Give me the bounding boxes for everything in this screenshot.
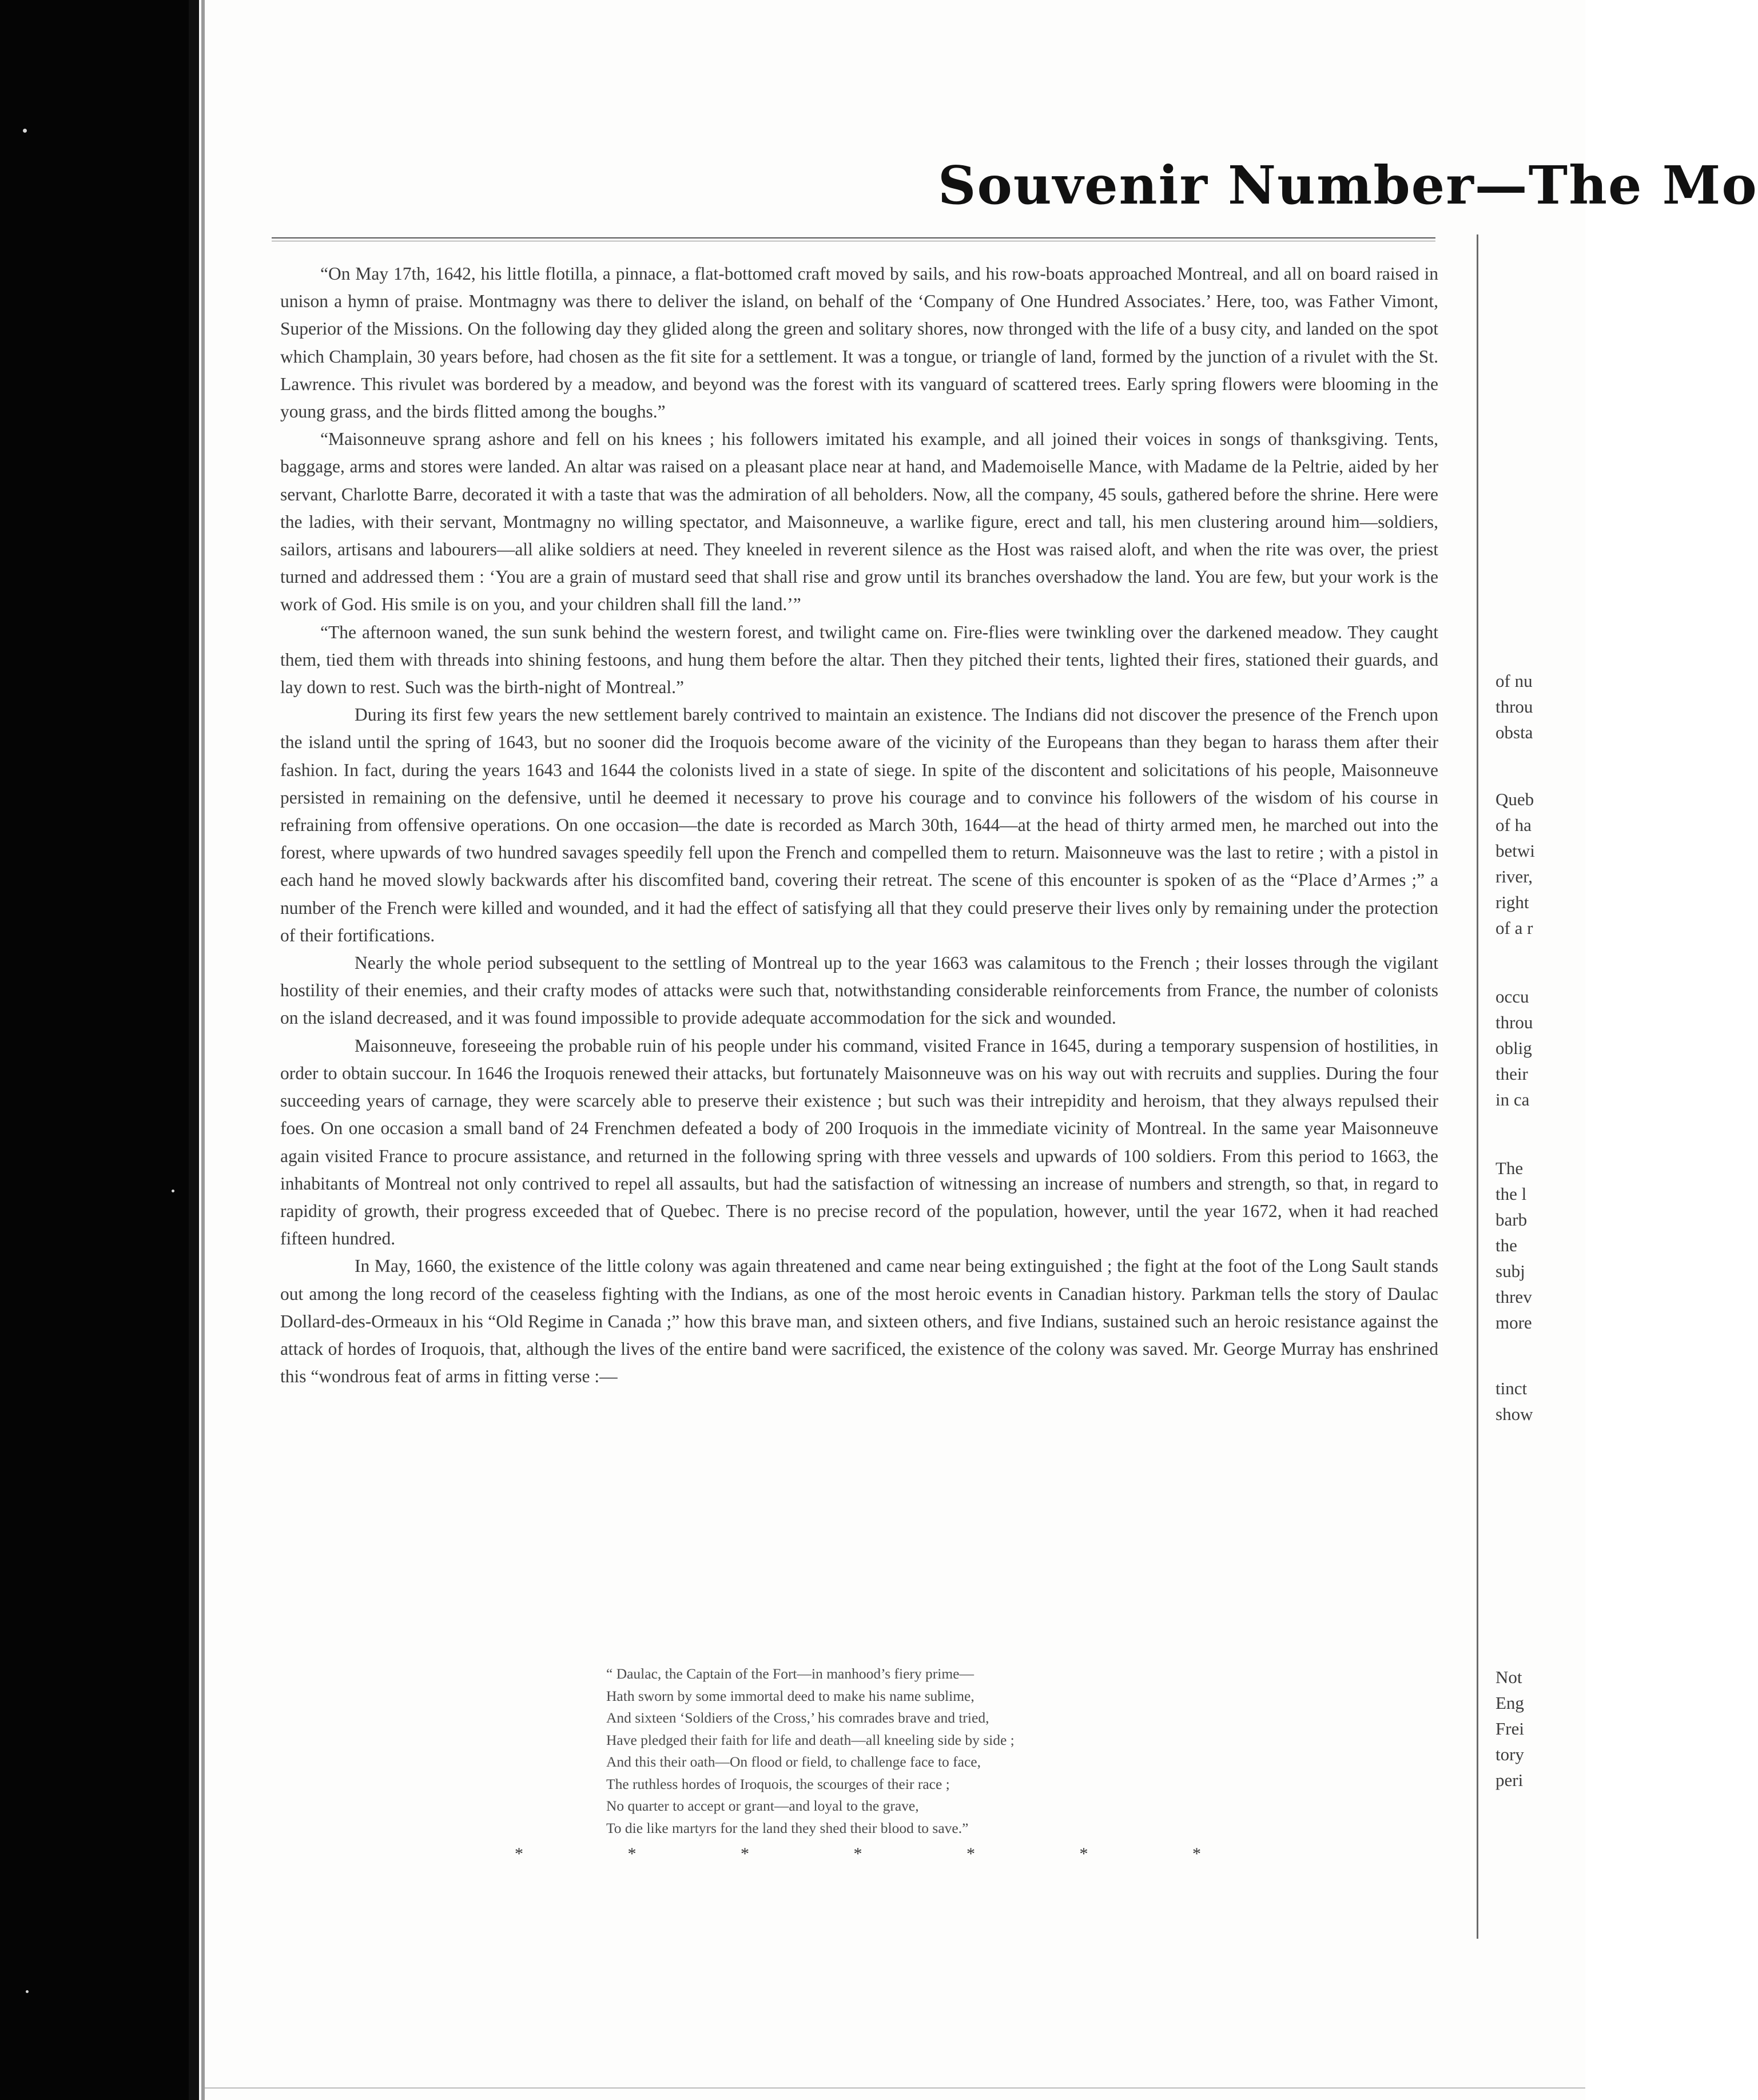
page-header: Souvenir Number—The Mo bbox=[938, 154, 1758, 216]
page-edge bbox=[189, 0, 199, 2100]
star-ornament: * bbox=[741, 1844, 749, 1863]
right-column-line: of a r bbox=[1496, 918, 1533, 938]
right-column-line: obsta bbox=[1496, 722, 1533, 742]
star-ornament: * bbox=[1079, 1844, 1088, 1863]
right-column-line: the bbox=[1496, 1235, 1517, 1255]
header-rule bbox=[272, 237, 1435, 241]
right-column-line: The bbox=[1496, 1158, 1524, 1178]
right-column-line: oblig bbox=[1496, 1038, 1532, 1058]
paragraph: Nearly the whole period subsequent to the settling of Montreal up to the year 1663 was calamitous to the French ; their losses through the vigilant hostility of their enemies, and their crafty modes of attacks were such that, notwithstanding considerable reinforcements from France, the number of colonists on the island decreased, and it was found impossible to provide adequate accommodation for the sick and wounded. bbox=[280, 953, 1438, 1028]
paragraph: “On May 17th, 1642, his little flotilla, a pinnace, a flat-bottomed craft moved by sails, and his row-boats approached Montreal, and all on board raised in unison a hymn of praise. Montmagny was there to deliver the island, on behalf of the ‘Company of One Hundred Associates.’ Here, too, was Father Vimont, Superior of the Missions. On the following day they glided along the green and solitary shores, now thronged with the life of a busy city, and landed on the spot which Champlain, 30 years before, had chosen as the fit site for a settlement. It was a tongue, or triangle of land, formed by the junction of a rivulet with the St. Lawrence. This rivulet was bordered by a meadow, and beyond was the forest with its vanguard of scattered trees. Early spring flowers were blooming in the young grass, and the birds flitted among the boughs.” bbox=[280, 264, 1438, 422]
poem-line: No quarter to accept or grant—and loyal to the grave, bbox=[606, 1797, 919, 1814]
poem-line: And sixteen ‘Soldiers of the Cross,’ his comrades brave and tried, bbox=[606, 1709, 989, 1726]
right-column-line: occu bbox=[1496, 987, 1529, 1007]
star-ornament: * bbox=[515, 1844, 523, 1863]
poem bbox=[606, 1663, 1292, 1839]
right-column-line: tinct bbox=[1496, 1378, 1528, 1398]
paragraph: During its first few years the new settlement barely contrived to maintain an existence. The Indians did not discover the presence of the French upon the island until the spring of 1643, but no sooner did the Iroquois become aware of the vicinity of the Europeans than they began to harass them after their fashion. In fact, during the years 1643 and 1644 the colonists lived in a state of siege. In spite of the discontent and solicitations of his people, Maisonneuve persisted in remaining on the defensive, until he deemed it necessary to prove his courage and to convince his followers of the wisdom of his course in refraining from offensive operations. On one occasion—the date is recorded as March 30th, 1644—at the head of thirty armed men, he marched out into the forest, where upwards of two hundred savages speedily fell upon the French and compelled them to return. Maisonneuve was the last to retire ; with a pistol in each hand he moved slowly backwards after his discomfited band, covering their retreat. The scene of this encounter is spoken of as the “Place d’Armes ;” a number of the French were killed and wounded, and it had the effect of satisfying all that they could preserve their lives only by remaining under the protection of their fortifications. bbox=[280, 705, 1438, 945]
right-column-line: of nu bbox=[1496, 671, 1533, 691]
right-column-line: show bbox=[1496, 1404, 1533, 1424]
star-ornament: * bbox=[627, 1844, 637, 1863]
section-break-stars bbox=[515, 1844, 1201, 1867]
right-column-line: subj bbox=[1496, 1261, 1525, 1281]
bottom-edge bbox=[205, 2087, 1585, 2089]
right-column-line: tory bbox=[1496, 1744, 1524, 1764]
right-column-line: threv bbox=[1496, 1287, 1532, 1307]
poem-line: “ Daulac, the Captain of the Fort—in manhood’s fiery prime— bbox=[606, 1665, 975, 1682]
star-ornament: * bbox=[966, 1844, 975, 1863]
right-column-line: the l bbox=[1496, 1184, 1527, 1204]
column-divider bbox=[1477, 234, 1478, 1939]
main-column bbox=[280, 260, 1438, 1390]
paragraph: “The afternoon waned, the sun sunk behind the western forest, and twilight came on. Fire-flies were twinkling over the darkened meadow. They caught them, tied them with threads into shining festoons, and hung them before the altar. Then they pitched their tents, lighted their fires, stationed their guards, and lay down to rest. Such was the birth-night of Montreal.” bbox=[280, 622, 1438, 698]
right-column-line: Eng bbox=[1496, 1693, 1524, 1713]
right-column-line: peri bbox=[1496, 1770, 1524, 1790]
right-column-line: throu bbox=[1496, 697, 1533, 717]
right-column-line: throu bbox=[1496, 1012, 1533, 1032]
poem-line: Have pledged their faith for life and death—all kneeling side by side ; bbox=[606, 1731, 1015, 1748]
right-column-line: Queb bbox=[1496, 789, 1534, 809]
right-column-fragments bbox=[1496, 0, 1585, 2100]
right-column-line: betwi bbox=[1496, 841, 1535, 861]
star-ornament: * bbox=[1192, 1844, 1201, 1863]
right-column-line: barb bbox=[1496, 1210, 1528, 1230]
right-column-line: right bbox=[1496, 892, 1529, 912]
scan-margin bbox=[0, 0, 189, 2100]
poem-line: To die like martyrs for the land they shed their blood to save.” bbox=[606, 1819, 969, 1836]
right-column-line: Not bbox=[1496, 1667, 1522, 1687]
right-column-line: Frei bbox=[1496, 1719, 1524, 1739]
right-column-line: in ca bbox=[1496, 1089, 1530, 1109]
right-column-line: of ha bbox=[1496, 815, 1532, 835]
poem-line: Hath sworn by some immortal deed to make his name sublime, bbox=[606, 1687, 975, 1704]
poem-line: And this their oath—On flood or field, to challenge face to face, bbox=[606, 1753, 981, 1770]
right-column-line: river, bbox=[1496, 866, 1533, 886]
paragraph: Maisonneuve, foreseeing the probable ruin of his people under his command, visited France in 1645, during a temporary suspension of hostilities, in order to obtain succour. In 1646 the Iroquois renewed their attacks, but fortunately Maisonneuve was on his way out with recruits and supplies. During the four succeeding years of carnage, they were scarcely able to preserve their existence ; but such was their intrepidity and heroism, that they always repulsed their foes. On one occasion a small band of 24 Frenchmen defeated a body of 200 Iroquois in the immediate vicinity of Montreal. In the same year Maisonneuve again visited France to procure assistance, and returned in the following spring with three vessels and upwards of 100 soldiers. From this period to 1663, the inhabitants of Montreal not only contrived to repel all assaults, but had the satisfaction of witnessing an increase of numbers and strength, so that, in regard to rapidity of growth, their progress exceeded that of Quebec. There is no precise record of the population, however, until the year 1672, when it had reached fifteen hundred. bbox=[280, 1035, 1438, 1249]
right-column-line: more bbox=[1496, 1312, 1532, 1333]
right-column-line: their bbox=[1496, 1064, 1528, 1084]
poem-line: The ruthless hordes of Iroquois, the scourges of their race ; bbox=[606, 1775, 950, 1792]
paragraph: “Maisonneuve sprang ashore and fell on his knees ; his followers imitated his example, and all joined their voices in songs of thanksgiving. Tents, baggage, arms and stores were landed. An altar was raised on a pleasant place near at hand, and Mademoiselle Mance, with Madame de la Peltrie, aided by her servant, Charlotte Barre, decorated it with a taste that was the admiration of all beholders. Now, all the company, 45 souls, gathered before the shrine. Here were the ladies, with their servant, Montmagny no willing spectator, and Maisonneuve, a warlike figure, erect and tall, his men clustering around him—soldiers, sailors, artisans and labourers—all alike soldiers at need. They kneeled in reverent silence as the Host was raised aloft, and when the rite was over, the priest turned and addressed them : ‘You are a grain of mustard seed that shall rise and grow until its branches overshadow the land. You are few, but your work is the work of God. His smile is on you, and your children shall fill the land.’” bbox=[280, 429, 1438, 615]
paragraph: In May, 1660, the existence of the little colony was again threatened and came near being extinguished ; the fight at the foot of the Long Sault stands out among the long record of the ceaseless fighting with the Indians, as one of the most heroic events in Canadian history. Parkman tells the story of Daulac Dollard-des-Ormeaux in his “Old Regime in Canada ;” how this brave man, and sixteen others, and five Indians, sustained such an heroic resistance against the attack of hordes of Iroquois, that, although the lives of the entire band were sacrificed, the existence of the colony was saved. Mr. George Murray has enshrined this “wondrous feat of arms in fitting verse :— bbox=[280, 1256, 1438, 1387]
star-ornament: * bbox=[853, 1844, 862, 1863]
